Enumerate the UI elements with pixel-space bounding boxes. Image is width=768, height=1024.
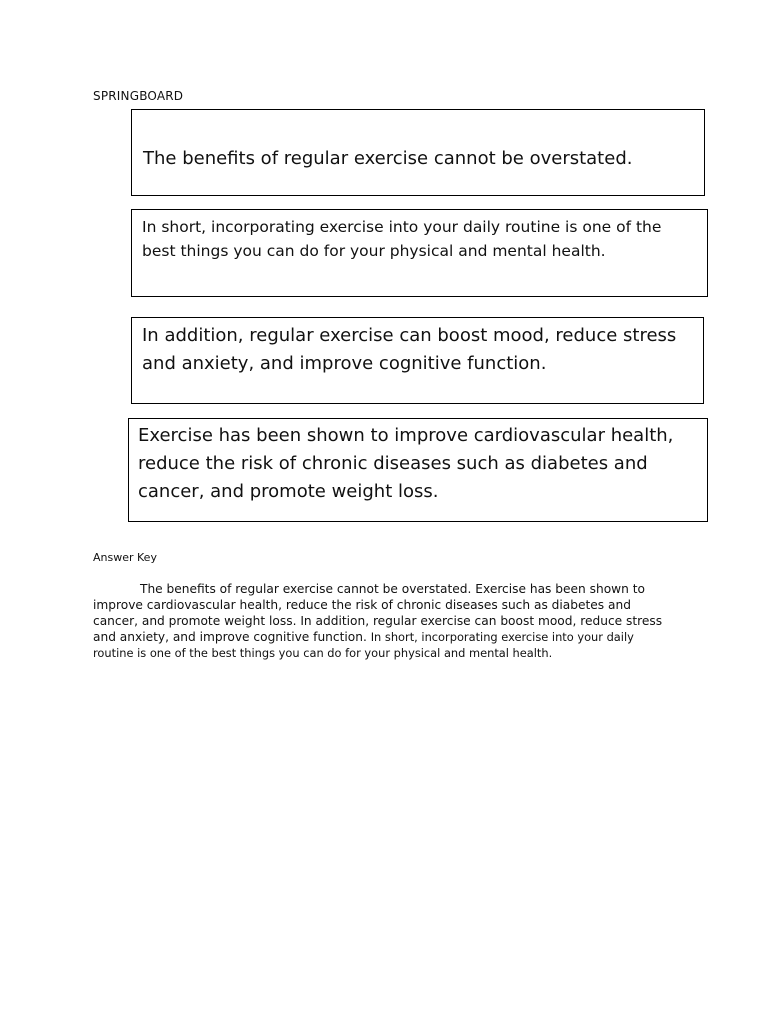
answer-sentence: In addition, regular exercise can boost mood, reduce stress and anxiety, and improve cognitive function.: [93, 614, 663, 644]
answer-sentence: The benefits of regular exercise cannot be overstated.: [140, 582, 476, 596]
sentence-strip-text: In short, incorporating exercise into your daily routine is one of the best things you can do for your physical and mental health.: [142, 218, 662, 260]
answer-sentence: Exercise has been shown to improve cardiovascular health, reduce the risk of chronic diseases such as diabetes and cancer, and promote weight loss.: [93, 582, 645, 628]
answer-key-paragraph: [93, 581, 665, 661]
sentence-strip: [131, 209, 708, 297]
answer-sentence: In short, incorporating exercise into your daily routine is one of the best things you can do for your physical and mental health.: [93, 630, 634, 660]
sentence-strip: [131, 317, 704, 404]
sentence-strip: [128, 418, 708, 522]
answer-key-heading: Answer Key: [93, 551, 157, 564]
sentence-strip-text: Exercise has been shown to improve cardiovascular health, reduce the risk of chronic diseases such as diabetes and cancer, and promote weight loss.: [138, 425, 674, 502]
sentence-strip-text: The benefits of regular exercise cannot be overstated.: [143, 148, 633, 169]
sentence-strip-text: In addition, regular exercise can boost mood, reduce stress and anxiety, and improve cognitive function.: [142, 325, 677, 374]
sentence-strip: [131, 109, 705, 196]
springboard-label: SPRINGBOARD: [93, 89, 184, 103]
